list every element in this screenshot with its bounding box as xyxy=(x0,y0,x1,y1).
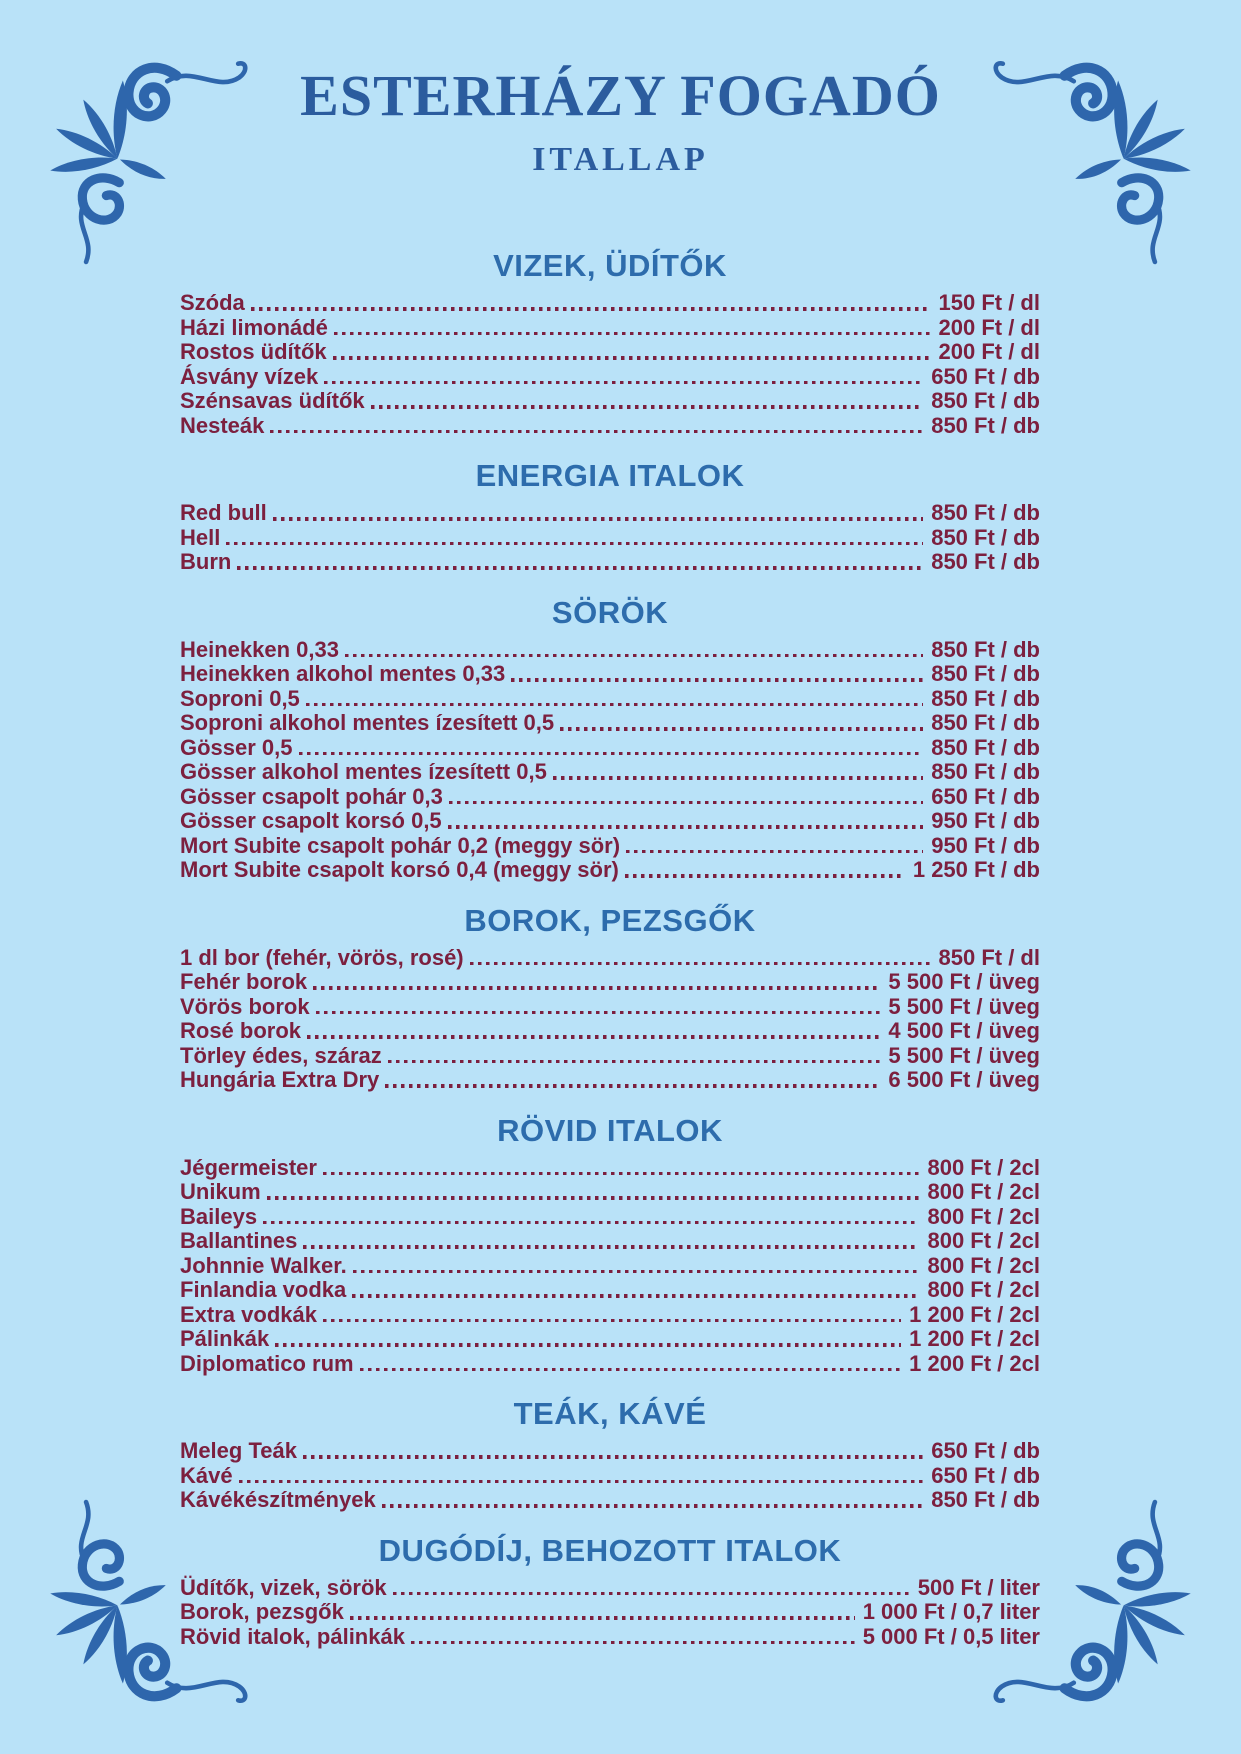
dotted-leader xyxy=(449,801,923,804)
item-price: 650 Ft / db xyxy=(931,783,1040,809)
item-name: Rövid italok, pálinkák xyxy=(180,1623,405,1649)
item-name: Unikum xyxy=(180,1179,261,1204)
item-name: Jégermeister xyxy=(180,1154,317,1180)
menu-section xyxy=(180,458,1040,575)
item-price: 850 Ft / db xyxy=(931,388,1040,413)
item-price: 850 Ft / db xyxy=(931,500,1040,525)
item-price: 850 Ft / db xyxy=(931,636,1040,662)
item-name: Ásvány vízek xyxy=(180,363,319,389)
item-price: 800 Ft / 2cl xyxy=(927,1252,1040,1278)
item-name: Soproni alkohol mentes ízesített 0,5 xyxy=(180,710,555,735)
dotted-leader xyxy=(323,1172,920,1175)
item-price: 5 500 Ft / üveg xyxy=(888,969,1040,994)
menu-item-row xyxy=(180,809,1040,834)
menu-item-row xyxy=(180,414,1040,439)
item-price: 1 200 Ft / 2cl xyxy=(909,1326,1040,1351)
item-price: 850 Ft / db xyxy=(931,759,1040,784)
section-heading: TEÁK, KÁVÉ xyxy=(513,1396,707,1431)
dotted-leader xyxy=(345,654,923,657)
menu-item-row xyxy=(180,946,1040,971)
dotted-leader xyxy=(371,405,924,408)
menu-item-row xyxy=(180,526,1040,551)
page-subtitle: ITALLAP xyxy=(532,140,709,178)
menu-section xyxy=(180,248,1040,438)
item-name: Szóda xyxy=(180,290,245,315)
item-name: Mort Subite csapolt korsó 0,4 (meggy sör) xyxy=(180,857,619,882)
item-name: Üdítők, vizek, sörök xyxy=(180,1574,387,1600)
item-price: 6 500 Ft / üveg xyxy=(888,1067,1040,1092)
menu-item-row xyxy=(180,1229,1040,1254)
item-price: 850 Ft / db xyxy=(931,710,1040,735)
dotted-leader xyxy=(448,825,924,828)
section-rows xyxy=(180,1156,1040,1377)
menu-item-row xyxy=(180,1068,1040,1093)
dotted-leader xyxy=(511,678,923,681)
item-price: 650 Ft / db xyxy=(931,363,1040,389)
menu-section xyxy=(180,1533,1040,1650)
item-name: Borok, pezsgők xyxy=(180,1599,344,1624)
item-name: Fehér borok xyxy=(180,969,308,994)
item-name: Heinekken 0,33 xyxy=(180,636,339,662)
menu-item-row xyxy=(180,1352,1040,1377)
dotted-leader xyxy=(625,874,905,877)
item-price: 1 250 Ft / db xyxy=(912,857,1040,882)
menu-item-row xyxy=(180,1625,1040,1650)
menu-item-row xyxy=(180,550,1040,575)
menu-item-row xyxy=(180,1303,1040,1328)
menu-item-row xyxy=(180,785,1040,810)
menu-item-row xyxy=(180,1254,1040,1279)
menu-section xyxy=(180,595,1040,883)
item-name: Diplomatico rum xyxy=(180,1350,354,1376)
menu-item-row xyxy=(180,316,1040,341)
section-heading: ENERGIA ITALOK xyxy=(475,458,745,493)
item-price: 850 Ft / db xyxy=(931,412,1040,438)
dotted-leader xyxy=(303,1245,919,1248)
menu-item-row xyxy=(180,995,1040,1020)
item-price: 800 Ft / 2cl xyxy=(927,1179,1040,1204)
item-name: Kávé xyxy=(180,1462,233,1488)
item-price: 850 Ft / db xyxy=(931,685,1040,711)
menu-item-row xyxy=(180,365,1040,390)
menu-item-row xyxy=(180,501,1040,526)
item-name: Burn xyxy=(180,549,232,574)
item-price: 850 Ft / db xyxy=(931,524,1040,550)
dotted-leader xyxy=(307,1035,880,1038)
dotted-leader xyxy=(237,566,923,569)
menu-item-row xyxy=(180,662,1040,687)
item-price: 1 200 Ft / 2cl xyxy=(909,1350,1040,1376)
menu-section xyxy=(180,903,1040,1093)
item-price: 650 Ft / db xyxy=(931,1438,1040,1463)
dotted-leader xyxy=(306,703,923,706)
item-name: Gösser alkohol mentes ízesített 0,5 xyxy=(180,759,547,784)
dotted-leader xyxy=(303,1455,923,1458)
item-price: 1 200 Ft / 2cl xyxy=(909,1301,1040,1327)
item-name: Törley édes, száraz xyxy=(180,1042,382,1068)
dotted-leader xyxy=(411,1641,855,1644)
dotted-leader xyxy=(388,1060,881,1063)
item-name: Johnnie Walker. xyxy=(180,1252,347,1278)
dotted-leader xyxy=(470,962,931,965)
page-title: ESTERHÁZY FOGADÓ xyxy=(300,63,941,128)
item-price: 1 000 Ft / 0,7 liter xyxy=(862,1599,1040,1624)
item-price: 800 Ft / 2cl xyxy=(927,1203,1040,1229)
dotted-leader xyxy=(267,1196,920,1199)
menu-item-row xyxy=(180,1205,1040,1230)
menu-item-row xyxy=(180,711,1040,736)
dotted-leader xyxy=(333,356,931,359)
item-name: Vörös borok xyxy=(180,993,310,1019)
menu-item-row xyxy=(180,1180,1040,1205)
section-rows xyxy=(180,638,1040,883)
dotted-leader xyxy=(385,1084,880,1087)
menu-item-row xyxy=(180,1278,1040,1303)
menu-item-row xyxy=(180,1464,1040,1489)
section-heading: DUGÓDÍJ, BEHOZOTT ITALOK xyxy=(378,1532,842,1568)
dotted-leader xyxy=(350,1616,855,1619)
section-heading: BOROK, PEZSGŐK xyxy=(464,902,756,938)
dotted-leader xyxy=(316,1011,881,1014)
item-name: Finlandia vodka xyxy=(180,1277,347,1302)
item-name: Szénsavas üdítők xyxy=(180,388,365,413)
dotted-leader xyxy=(352,1294,919,1297)
menu-item-row xyxy=(180,760,1040,785)
item-price: 5 500 Ft / üveg xyxy=(888,993,1040,1019)
dotted-leader xyxy=(553,776,923,779)
menu-item-row xyxy=(180,1439,1040,1464)
dotted-leader xyxy=(393,1592,910,1595)
item-name: Meleg Teák xyxy=(180,1438,297,1463)
menu-section xyxy=(180,1396,1040,1513)
item-price: 5 000 Ft / 0,5 liter xyxy=(862,1623,1040,1649)
item-name: Extra vodkák xyxy=(180,1301,317,1327)
section-rows xyxy=(180,1576,1040,1650)
item-name: Rosé borok xyxy=(180,1018,302,1043)
item-name: Heinekken alkohol mentes 0,33 xyxy=(180,661,506,686)
item-price: 850 Ft / db xyxy=(931,734,1040,760)
item-name: Baileys xyxy=(180,1203,258,1229)
menu-item-row xyxy=(180,389,1040,414)
menu-item-row xyxy=(180,1600,1040,1625)
dotted-leader xyxy=(360,1368,902,1371)
item-price: 800 Ft / 2cl xyxy=(927,1154,1040,1180)
dotted-leader xyxy=(334,332,931,335)
item-price: 650 Ft / db xyxy=(931,1462,1040,1488)
item-name: Soproni 0,5 xyxy=(180,685,300,711)
item-price: 850 Ft / db xyxy=(931,549,1040,574)
menu-item-row xyxy=(180,687,1040,712)
dotted-leader xyxy=(313,986,880,989)
item-price: 850 Ft / db xyxy=(931,1487,1040,1512)
menu-item-row xyxy=(180,1488,1040,1513)
item-name: Házi limonádé xyxy=(180,314,328,340)
menu-item-row xyxy=(180,1044,1040,1069)
section-rows xyxy=(180,946,1040,1093)
menu-item-row xyxy=(180,736,1040,761)
item-price: 800 Ft / 2cl xyxy=(927,1228,1040,1253)
item-price: 950 Ft / db xyxy=(931,808,1040,833)
item-name: Hell xyxy=(180,524,221,550)
dotted-leader xyxy=(560,727,923,730)
dotted-leader xyxy=(263,1221,919,1224)
dotted-leader xyxy=(353,1270,920,1273)
menu-item-row xyxy=(180,1576,1040,1601)
item-name: 1 dl bor (fehér, vörös, rosé) xyxy=(180,944,464,970)
dotted-leader xyxy=(251,307,931,310)
item-name: Ballantines xyxy=(180,1228,298,1253)
section-heading: VIZEK, ÜDÍTŐK xyxy=(493,248,727,283)
item-price: 950 Ft / db xyxy=(931,832,1040,858)
menu-item-row xyxy=(180,970,1040,995)
dotted-leader xyxy=(324,381,923,384)
item-price: 500 Ft / liter xyxy=(917,1574,1040,1600)
item-price: 5 500 Ft / üveg xyxy=(888,1042,1040,1068)
dotted-leader xyxy=(626,850,923,853)
dotted-leader xyxy=(273,517,923,520)
dotted-leader xyxy=(270,430,923,433)
item-name: Kávékészítmények xyxy=(180,1487,376,1512)
dotted-leader xyxy=(299,752,924,755)
dotted-leader xyxy=(239,1480,924,1483)
item-price: 850 Ft / db xyxy=(931,661,1040,686)
item-price: 850 Ft / dl xyxy=(938,944,1040,970)
menu-item-row xyxy=(180,1019,1040,1044)
dotted-leader xyxy=(226,542,923,545)
dotted-leader xyxy=(275,1343,901,1346)
menu-item-row xyxy=(180,291,1040,316)
section-rows xyxy=(180,1439,1040,1513)
item-name: Gösser csapolt pohár 0,3 xyxy=(180,783,443,809)
item-price: 150 Ft / dl xyxy=(938,290,1040,315)
item-name: Gösser csapolt korsó 0,5 xyxy=(180,808,442,833)
item-price: 4 500 Ft / üveg xyxy=(888,1018,1040,1043)
section-heading: SÖRÖK xyxy=(551,594,669,630)
menu-item-row xyxy=(180,1327,1040,1352)
item-name: Pálinkák xyxy=(180,1326,270,1351)
item-name: Nesteák xyxy=(180,412,265,438)
section-rows xyxy=(180,501,1040,575)
menu-item-row xyxy=(180,638,1040,663)
item-name: Rostos üdítők xyxy=(180,339,327,364)
item-price: 800 Ft / 2cl xyxy=(927,1277,1040,1302)
dotted-leader xyxy=(382,1504,924,1507)
item-name: Red bull xyxy=(180,500,267,525)
dotted-leader xyxy=(323,1319,901,1322)
menu-item-row xyxy=(180,858,1040,883)
item-name: Mort Subite csapolt pohár 0,2 (meggy sör) xyxy=(180,832,621,858)
menu-section xyxy=(180,1113,1040,1377)
section-rows xyxy=(180,291,1040,438)
item-name: Gösser 0,5 xyxy=(180,734,293,760)
menu-item-row xyxy=(180,1156,1040,1181)
item-price: 200 Ft / dl xyxy=(938,339,1040,364)
item-name: Hungária Extra Dry xyxy=(180,1067,380,1092)
menu-sections xyxy=(180,228,1040,1649)
menu-item-row xyxy=(180,834,1040,859)
section-heading: RÖVID ITALOK xyxy=(497,1112,723,1148)
item-price: 200 Ft / dl xyxy=(938,314,1040,340)
menu-item-row xyxy=(180,340,1040,365)
